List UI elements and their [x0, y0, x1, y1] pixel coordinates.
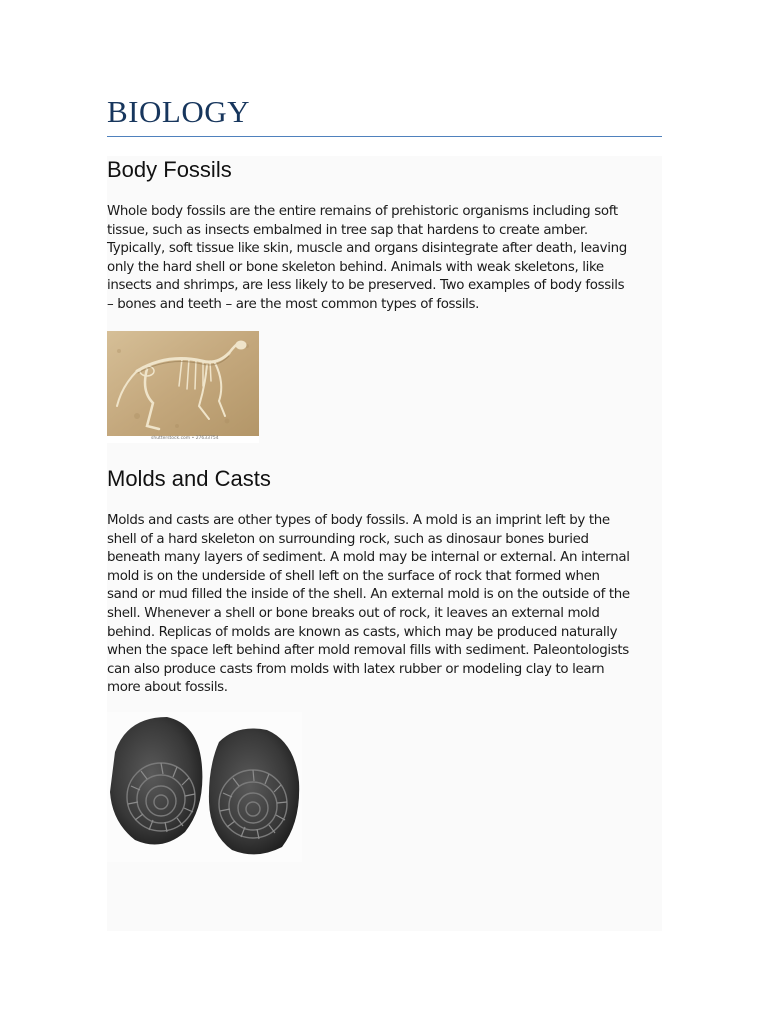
paragraph-line: beneath many layers of sediment. A mold may be internal or external. An internal	[107, 550, 630, 566]
paragraph-line: more about fossils.	[107, 680, 228, 696]
paragraph-line: behind. Replicas of molds are known as casts, which may be produced naturally	[107, 624, 618, 640]
ammonite-mold-icon	[110, 717, 202, 845]
paragraph-line: Molds and casts are other types of body fossils. A mold is an imprint left by the	[107, 513, 610, 528]
paragraph-line: mold is on the underside of shell left on the surface of rock that formed when	[107, 568, 600, 584]
paragraph-line: Typically, soft tissue like skin, muscle and organs disintegrate after death, leaving	[107, 241, 627, 257]
paragraph-line: shell. Whenever a shell or bone breaks out of rock, it leaves an external mold	[107, 605, 600, 621]
paragraph-line: can also produce casts from molds with latex rubber or modeling clay to learn	[107, 661, 605, 677]
section-heading-body-fossils: Body Fossils	[107, 157, 232, 182]
title-divider	[107, 136, 662, 137]
ammonite-fossils-image	[107, 712, 302, 862]
paragraph-line: tissue, such as insects embalmed in tree sap that hardens to create amber.	[107, 222, 588, 238]
section-heading-molds-and-casts: Molds and Casts	[107, 466, 271, 491]
paragraph-line: – bones and teeth – are the most common types of fossils.	[107, 296, 480, 312]
paragraph-line: only the hard shell or bone skeleton behind. Animals with weak skeletons, like	[107, 259, 604, 275]
image-caption: shutterstock.com • 27633754	[151, 436, 219, 441]
paragraph-line: sand or mud filled the inside of the shell. An external mold is on the outside of the	[107, 587, 630, 603]
paragraph-line: insects and shrimps, are less likely to be preserved. Two examples of body fossils	[107, 278, 625, 294]
body-fossils-paragraph	[107, 203, 663, 315]
molds-casts-paragraph	[107, 512, 663, 698]
paragraph-line: shell of a hard skeleton on surrounding rock, such as dinosaur bones buried	[107, 531, 589, 547]
paragraph-line: Whole body fossils are the entire remains of prehistoric organisms including soft	[107, 204, 618, 219]
paragraph-line: when the space left behind after mold removal fills with sediment. Paleontologists	[107, 643, 629, 659]
fossil-skeleton-image	[107, 331, 259, 443]
document-title: BIOLOGY	[107, 94, 250, 129]
ammonite-cast-icon	[209, 729, 299, 855]
